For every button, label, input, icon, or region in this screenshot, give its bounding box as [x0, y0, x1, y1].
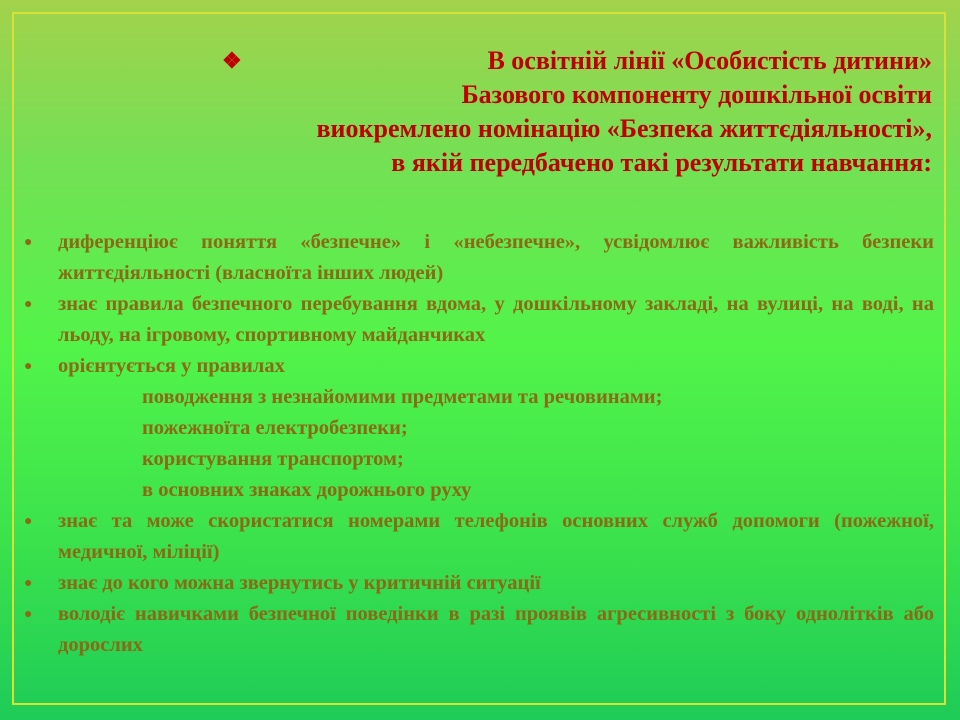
list-item — [20, 227, 934, 289]
list-item — [20, 568, 934, 599]
title-line: Базового компоненту дошкільної освіти — [461, 80, 932, 109]
list-item — [20, 289, 934, 351]
outcomes-list — [20, 227, 934, 661]
bullet-icon: ● — [24, 607, 33, 622]
list-item — [20, 506, 934, 568]
bullet-icon: ● — [24, 576, 33, 591]
sub-item: пожежноїта електробезпеки; — [142, 417, 408, 439]
list-item-text: володіє навичками безпечної поведінки в разі проявів агресивності з боку однолітків або дорослих — [58, 603, 934, 656]
bullet-icon: ● — [24, 297, 33, 312]
title-line: виокремлено номінацію «Безпека життєдіяльності», — [316, 114, 932, 143]
sub-item: поводження з незнайомими предметами та речовинами; — [142, 386, 663, 408]
list-item-text: орієнтується у правилах — [58, 355, 285, 377]
list-item-text: знає правила безпечного перебування вдома, у дошкільному закладі, на вулиці, на воді, на льоду, на ігровому, спортивному майданчиках — [58, 293, 934, 346]
bullet-icon: ● — [24, 514, 33, 529]
list-item — [20, 599, 934, 661]
list-item-text: знає до кого можна звернутись у критичній ситуації — [58, 572, 541, 594]
title-line: в якій передбачено такі результати навчання: — [391, 148, 932, 177]
bullet-icon: ● — [24, 235, 33, 250]
sub-item: в основних знаках дорожнього руху — [142, 479, 472, 501]
diamond-bullet-icon: ❖ — [222, 48, 242, 73]
list-item-text: знає та може скористатися номерами телефонів основних служб допомоги (пожежної, медичної, міліції) — [58, 510, 934, 563]
sub-item: користування транспортом; — [142, 448, 404, 470]
title-line: В освітній лінії «Особистість дитини» — [487, 46, 932, 75]
slide-title — [112, 44, 932, 180]
list-item-text: диференціює поняття «безпечне» і «небезпечне», усвідомлює важливість безпеки життєдіяльності (власноїта інших людей) — [58, 231, 934, 284]
list-item — [20, 351, 934, 506]
bullet-icon: ● — [24, 359, 33, 374]
